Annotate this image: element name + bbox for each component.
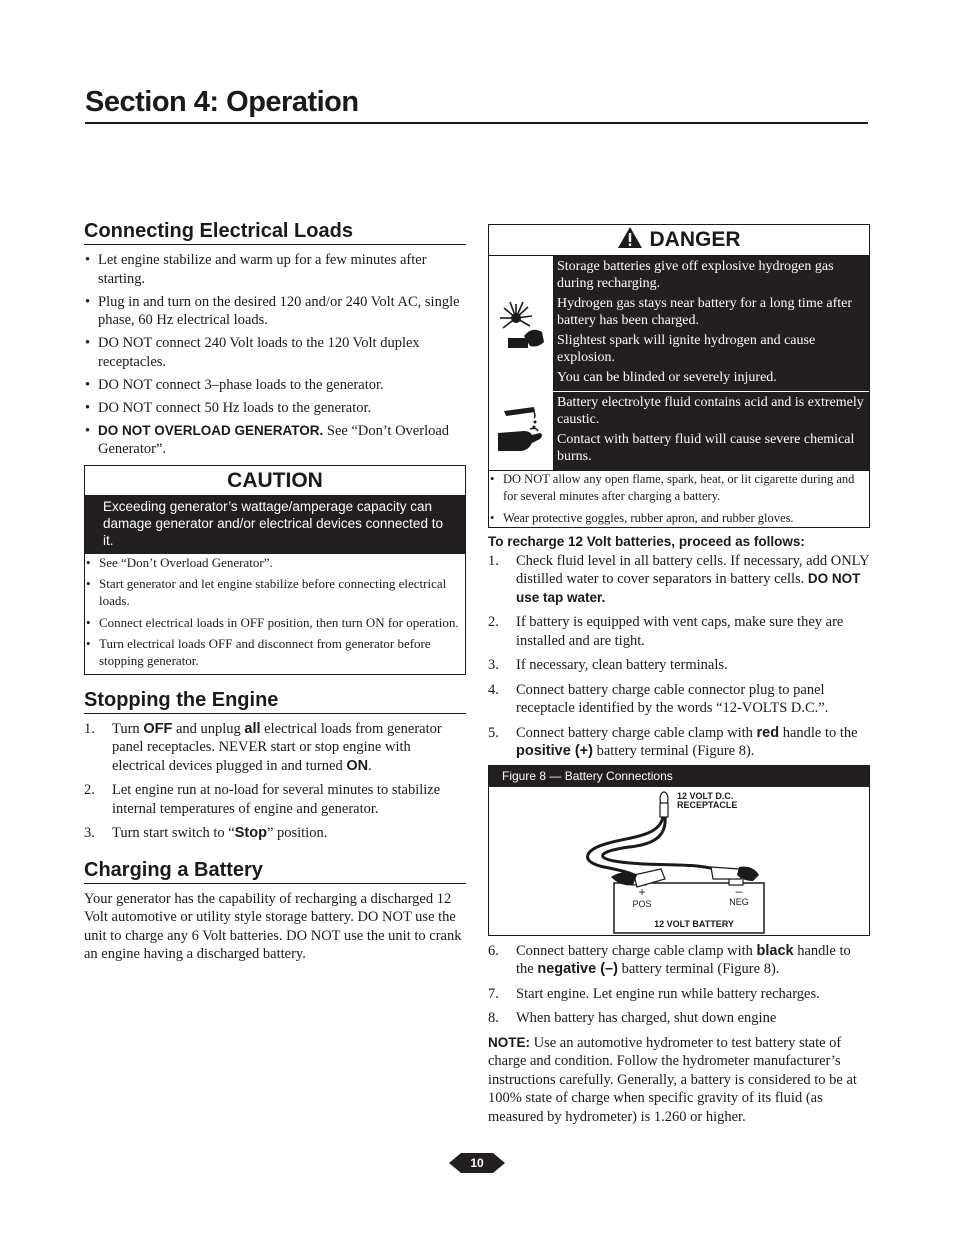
figure-caption: Figure 8 — Battery Connections: [489, 766, 869, 787]
caution-message: Exceeding generator’s wattage/amperage capacity can damage generator and/or electrical devices connected to it.: [85, 495, 465, 554]
step-number: 2.: [84, 782, 95, 798]
danger-box: [488, 224, 870, 528]
list-item: [84, 720, 466, 776]
step-text: Turn: [112, 720, 144, 737]
connecting-loads-heading: Connecting Electrical Loads: [84, 220, 466, 245]
list-item: [488, 656, 870, 675]
receptacle-label-1: 12 VOLT D.C.: [677, 790, 734, 801]
charging-battery-text: Your generator has the capability of recharging a discharged 12 Volt automotive or utility style storage battery. DO NOT use the unit to charge any 6 Volt batteries. DO NOT use the unit to crank an engine having a discharged battery.: [84, 890, 462, 962]
danger-notes: [489, 470, 869, 527]
explosion-hazard-row: [489, 256, 869, 392]
list-item: • Wear protective goggles, rubber apron, and rubber gloves.: [489, 510, 869, 527]
negative-clamp-icon: [711, 866, 759, 880]
list-item: [488, 613, 870, 650]
list-item: • Plug in and turn on the desired 120 and/or 240 Volt AC, single phase, 60 Hz electrical loads.: [84, 293, 466, 330]
acid-burn-icon: [489, 392, 554, 470]
hazard-line: Slightest spark will ignite hydrogen and cause explosion.: [557, 333, 816, 365]
right-column: [488, 224, 870, 1126]
recharge-intro: To recharge 12 Volt batteries, proceed as follows:: [488, 533, 805, 549]
receptacle-label-2: RECEPTACLE: [677, 799, 738, 810]
step-bold: black: [756, 942, 794, 959]
step-text: Check fluid level in all battery cells. If necessary, add ONLY distilled water to cover separators in battery cells.: [516, 552, 869, 587]
list-item: [84, 422, 466, 459]
list-item: • Let engine stabilize and warm up for a few minutes after starting.: [84, 251, 466, 288]
list-item: [84, 781, 466, 818]
recharge-steps: [488, 552, 870, 761]
list-item: [488, 724, 870, 761]
hazard-line: Contact with battery fluid will cause severe chemical burns.: [557, 432, 855, 464]
battery-label: 12 VOLT BATTERY: [654, 918, 734, 929]
battery-diagram: [489, 787, 869, 935]
acid-hazard-row: [489, 392, 869, 470]
list-item: • See “Don’t Overload Generator”.: [85, 554, 465, 571]
list-item: [488, 681, 870, 718]
step-text: If battery is equipped with vent caps, make sure they are installed and are tight.: [516, 614, 844, 649]
hazard-line: You can be blinded or severely injured.: [557, 370, 777, 385]
danger-header: [489, 225, 869, 256]
list-item: • Turn electrical loads OFF and disconnect from generator before stopping generator.: [85, 635, 465, 669]
step-number: 2.: [488, 614, 499, 630]
step-number: 6.: [488, 942, 499, 959]
step-text: Connect battery charge cable clamp with: [516, 724, 757, 741]
step-number: 5.: [488, 724, 499, 741]
step-bold: ON: [346, 757, 369, 774]
note-label: NOTE:: [488, 1034, 530, 1050]
list-item: [488, 942, 870, 979]
list-item: • DO NOT allow any open flame, spark, heat, or lit cigarette during and for several minutes after charging a battery.: [489, 471, 869, 505]
explosion-hazard-text: [554, 256, 869, 391]
step-number: 3.: [84, 825, 95, 841]
step-number: 1.: [488, 552, 499, 569]
receptacle-plug-icon: [660, 792, 668, 817]
stopping-steps: [84, 720, 466, 843]
hydrometer-note: [488, 1034, 870, 1127]
list-item: • DO NOT connect 240 Volt loads to the 120 Volt duplex receptacles.: [84, 334, 466, 371]
step-bold: positive (+): [516, 743, 593, 759]
step-bold: OFF: [143, 720, 173, 737]
overload-warning-text: See “Don’t Overload Generator”.: [98, 422, 450, 457]
list-item: • DO NOT connect 50 Hz loads to the generator.: [84, 399, 466, 418]
list-item: • Start generator and let engine stabilize before connecting electrical loads.: [85, 575, 465, 609]
negative-label: NEG: [729, 896, 749, 907]
battery-connections-figure: [488, 765, 870, 936]
step-text: Let engine run at no-load for several minutes to stabilize internal temperatures of engine and generator.: [112, 782, 441, 817]
step-text: battery terminal (Figure 8).: [592, 743, 755, 759]
step-text: Connect battery charge cable clamp with: [516, 942, 757, 959]
page-title: Section 4: Operation: [85, 86, 868, 124]
list-item: [84, 824, 466, 843]
caution-list: [85, 554, 465, 670]
step-text: ” position.: [266, 825, 328, 841]
list-item: [488, 552, 870, 608]
step-bold: all: [244, 720, 261, 737]
list-item: • DO NOT connect 3–phase loads to the generator.: [84, 376, 466, 395]
explosion-icon: [489, 256, 554, 391]
step-text: handle to the: [779, 724, 858, 741]
note-text: Use an automotive hydrometer to test battery state of charge and condition. Follow the hydrometer manufacturer’s instructions carefully. Generally, a battery is considered to be at 100% state of charge when specific gravity of its fluid (as measured by hydrometer) is 1.260 or higher.: [488, 1034, 857, 1125]
page-number: 10: [470, 1156, 484, 1170]
stopping-engine-heading: Stopping the Engine: [84, 689, 466, 714]
charging-battery-heading: Charging a Battery: [84, 859, 466, 884]
step-number: 4.: [488, 681, 499, 698]
list-item: [488, 1009, 870, 1028]
step-text: .: [368, 757, 372, 774]
negative-symbol: –: [735, 883, 743, 898]
caution-box: [84, 465, 466, 675]
recharge-steps-continued: [488, 942, 870, 1028]
step-bold: Stop: [234, 825, 267, 841]
danger-label: DANGER: [649, 228, 741, 251]
step-text: and unplug: [172, 720, 245, 737]
overload-warning-bold: DO NOT OVERLOAD GENERATOR.: [98, 422, 324, 438]
step-text: Start engine. Let engine run while battery recharges.: [516, 985, 820, 1002]
step-text: electrical loads from generator panel receptacles. NEVER start or stop engine with electrical devices plugged in and turned: [112, 720, 442, 774]
positive-symbol: +: [638, 884, 646, 899]
step-text: Turn start switch to “: [112, 825, 235, 841]
step-text: If necessary, clean battery terminals.: [516, 657, 728, 673]
step-text: handle to the: [516, 942, 851, 977]
warning-triangle-icon: [617, 226, 643, 255]
list-item: [488, 985, 870, 1004]
step-text: battery terminal (Figure 8).: [617, 961, 780, 977]
caution-label: CAUTION: [227, 468, 323, 492]
acid-hazard-text: [554, 392, 869, 470]
positive-label: POS: [632, 898, 652, 909]
step-number: 7.: [488, 985, 499, 1002]
step-number: 8.: [488, 1010, 499, 1026]
step-text: Connect battery charge cable connector plug to panel receptacle identified by the words “12-VOLTS D.C.”.: [516, 681, 829, 716]
step-text: When battery has charged, shut down engine: [516, 1010, 777, 1026]
left-column: [84, 220, 466, 964]
hazard-line: Battery electrolyte fluid contains acid and is extremely caustic.: [557, 395, 864, 427]
page-number-badge: [449, 1151, 505, 1175]
step-number: 3.: [488, 657, 499, 673]
step-bold: DO NOT use tap water.: [516, 571, 861, 605]
hazard-line: Storage batteries give off explosive hydrogen gas during recharging.: [557, 259, 834, 291]
list-item: • Connect electrical loads in OFF position, then turn ON for operation.: [85, 614, 465, 631]
connecting-loads-list: [84, 251, 466, 459]
step-number: 1.: [84, 720, 95, 737]
step-bold: negative (–): [537, 961, 618, 977]
step-bold: red: [756, 724, 780, 741]
hazard-line: Hydrogen gas stays near battery for a long time after battery has been charged.: [557, 296, 853, 328]
